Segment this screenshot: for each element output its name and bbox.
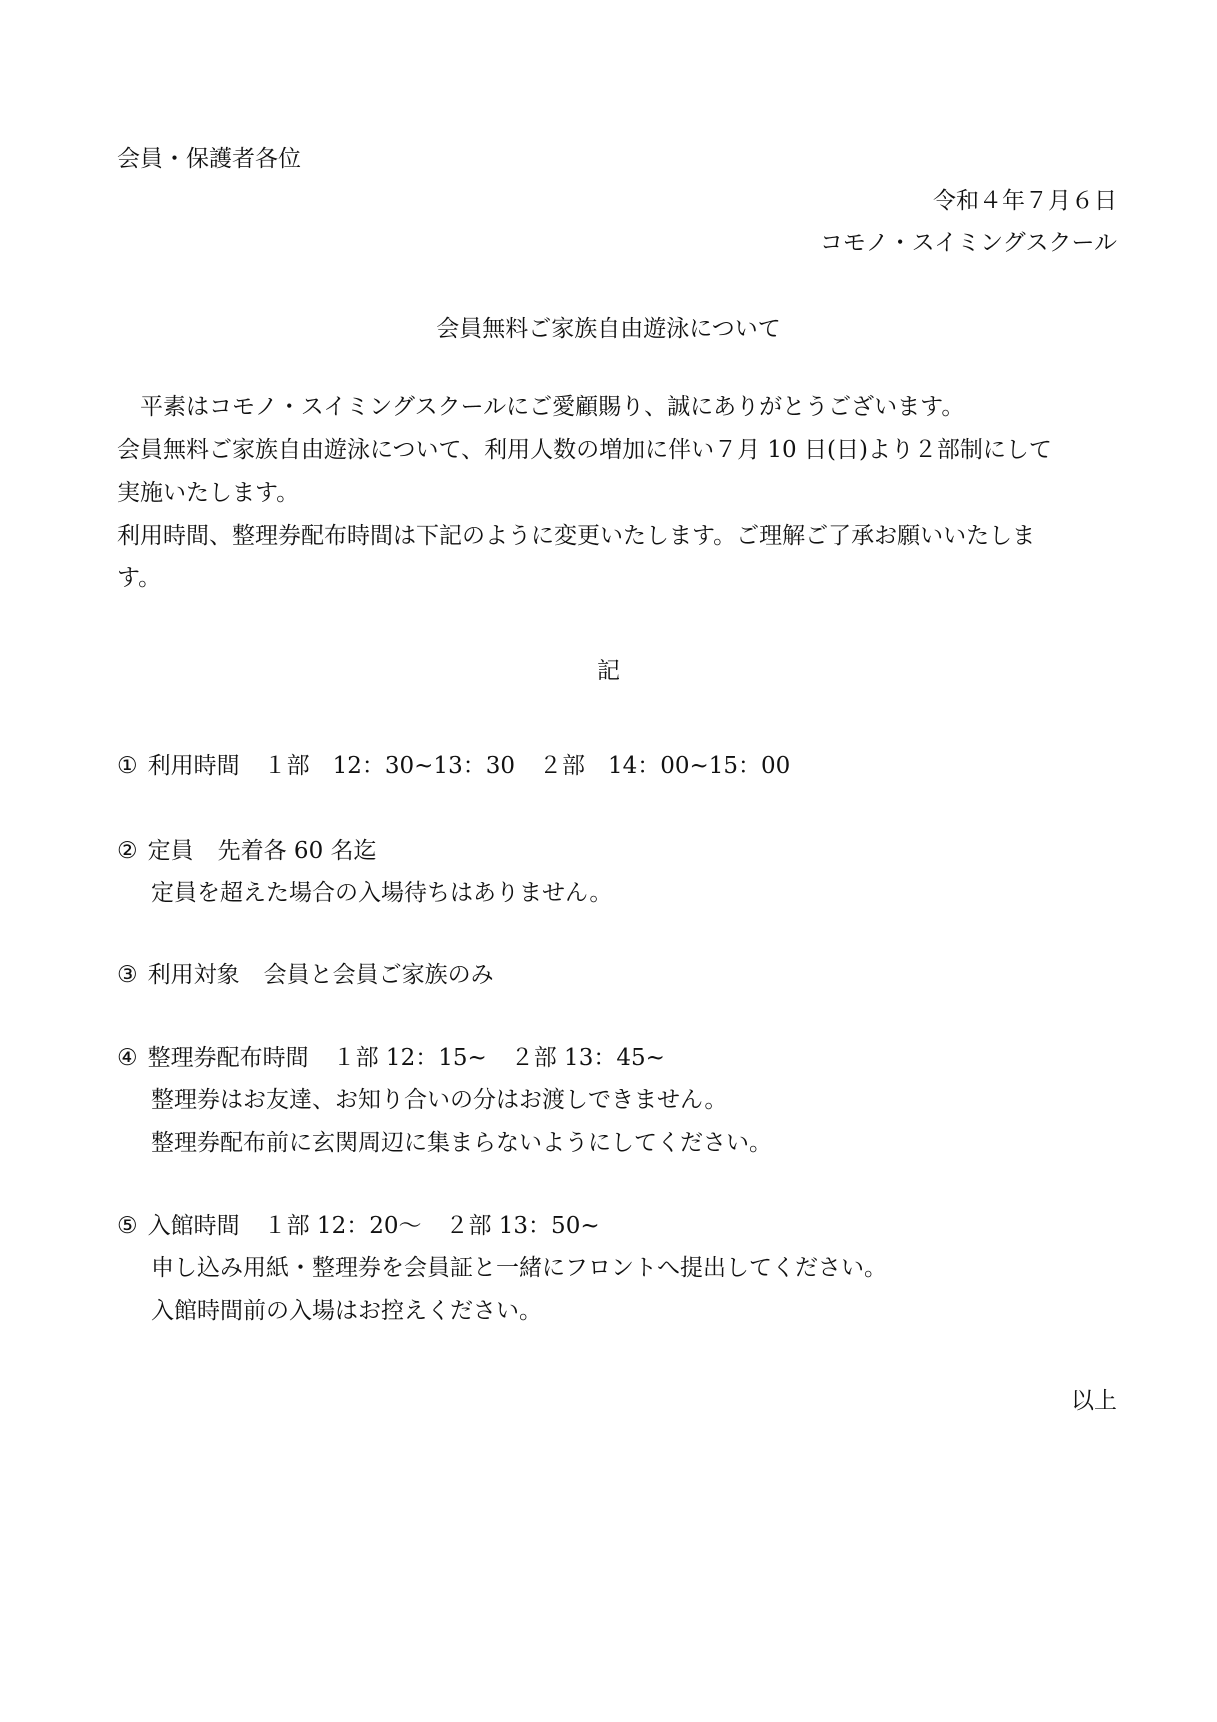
item-number: ③ <box>117 962 138 988</box>
item-label: 利用対象 <box>147 962 240 988</box>
body-line-2: 会員無料ご家族自由遊泳について、利用人数の増加に伴い７月 10 日(日)より２部制にして <box>117 437 1052 463</box>
list-item <box>117 964 494 987</box>
recipient: 会員・保護者各位 <box>117 146 301 172</box>
item-number: ④ <box>117 1045 138 1071</box>
item-label: 定員 <box>147 838 194 864</box>
closing: 以上 <box>1071 1388 1117 1414</box>
item-part1: 会員と会員ご家族のみ <box>263 962 494 988</box>
item-note: 申し込み用紙・整理券を会員証と一緒にフロントへ提出してください。 <box>151 1255 887 1281</box>
item-part2: ２部 13：45~ <box>510 1045 665 1071</box>
body-line-4: 利用時間、整理券配布時間は下記のように変更いたします。ご理解ご了承お願いいたしま <box>117 523 1036 549</box>
item-label: 整理券配布時間 <box>147 1045 309 1071</box>
item-note: 整理券配布前に玄関周辺に集まらないようにしてください。 <box>151 1130 772 1156</box>
item-part2: ２部 14：00~15：00 <box>538 753 791 779</box>
list-item <box>117 1215 600 1238</box>
body-line-3: 実施いたします。 <box>117 480 300 506</box>
item-number: ① <box>117 753 138 779</box>
body-line-5: す。 <box>117 565 162 591</box>
item-part2: ２部 13：50~ <box>445 1213 600 1239</box>
item-part1: １部 12：20～ <box>263 1213 422 1239</box>
item-note: 定員を超えた場合の入場待ちはありません。 <box>151 880 613 906</box>
item-part1: １部 12：15~ <box>332 1045 487 1071</box>
item-part1: 先着各 60 名迄 <box>217 838 377 864</box>
item-label: 入館時間 <box>147 1213 240 1239</box>
item-label: 利用時間 <box>147 753 240 779</box>
item-number: ② <box>117 838 138 864</box>
list-item <box>117 1047 665 1070</box>
item-number: ⑤ <box>117 1213 138 1239</box>
body-line-1: 平素はコモノ・スイミングスクールにご愛顧賜り、誠にありがとうございます。 <box>140 394 965 420</box>
item-note: 整理券はお友達、お知り合いの分はお渡しできません。 <box>151 1087 728 1113</box>
list-item <box>117 755 790 778</box>
item-note: 入館時間前の入場はお控えください。 <box>151 1298 542 1324</box>
list-item <box>117 840 377 863</box>
item-part1: １部 12：30~13：30 <box>263 753 515 779</box>
ki-heading: 記 <box>597 658 620 684</box>
document-title: 会員無料ご家族自由遊泳について <box>436 316 781 342</box>
issuer: コモノ・スイミングスクール <box>819 230 1117 256</box>
issue-date: 令和４年７月６日 <box>933 188 1117 214</box>
